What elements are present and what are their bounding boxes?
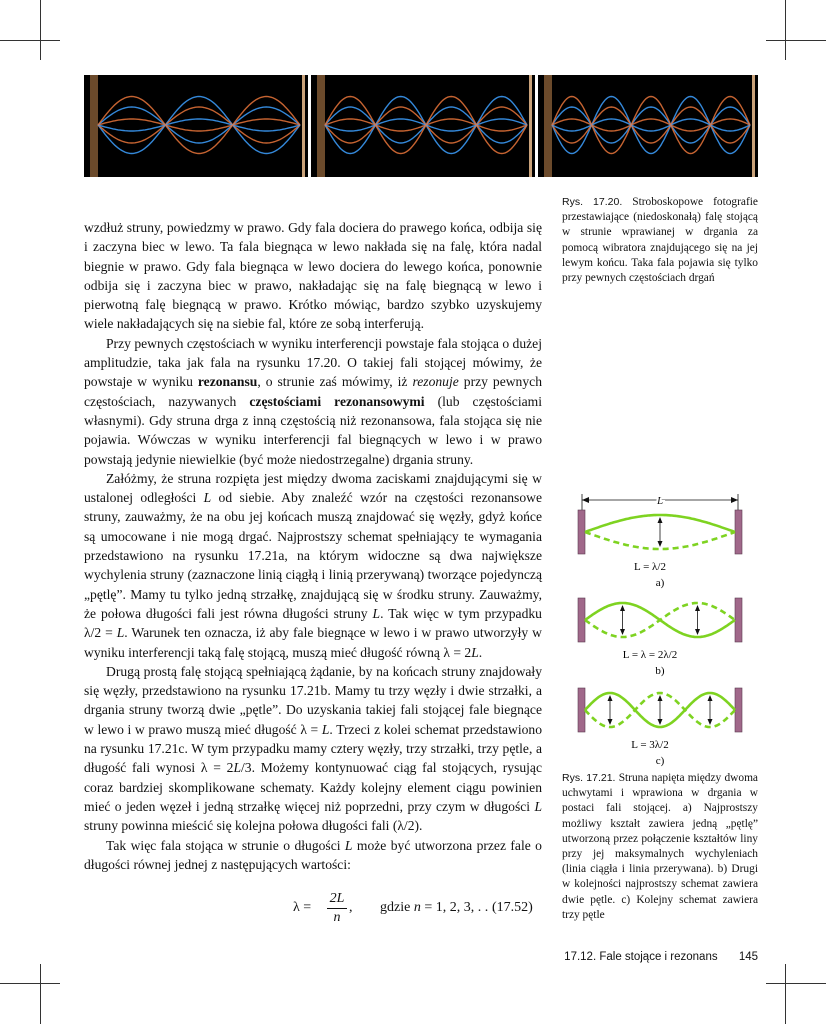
right-support bbox=[302, 75, 305, 177]
stroboscope-photo-3 bbox=[538, 75, 758, 177]
length-label: L bbox=[656, 495, 664, 507]
caption-label: Rys. 17.20. bbox=[562, 196, 623, 208]
figure-17-21 bbox=[570, 490, 750, 767]
paragraph-2: Przy pewnych częstościach w wyniku interferencji powstaje fala stojąca o dużej amplitudzie, taka jak fala na rysunku 17.20. O takiej fali stojącej mówimy, że powstaje w wyniku rezonansu, o strunie zaś mówimy, iż rezonuje przy pewnych częstościach, nazywanych częstościami rezonansowymi (lub częstościami własnymi). Gdy struna drga z inną częstością niż rezonansowa, fala stojąca się nie pojawia. Wówczas w wyniku interferencji fal biegnących w lewo i w prawo powstają jedynie niewielkie (być może niedostrzegalne) drgania struny. bbox=[84, 335, 542, 467]
clamp bbox=[578, 688, 585, 732]
right-support bbox=[529, 75, 532, 177]
wave-trace bbox=[325, 97, 527, 154]
arrowhead bbox=[608, 695, 613, 701]
caption-label: Rys. 17.21. bbox=[562, 772, 616, 784]
wave-trace bbox=[98, 107, 300, 143]
footer-section: 17.12. Fale stojące i rezonans bbox=[564, 951, 718, 963]
paragraph-5: Tak więc fala stojąca w strunie o długości L może być utworzona przez fale o długości równej jednej z następujących wartości: bbox=[84, 837, 542, 872]
formula-label: L = 3λ/2 bbox=[631, 739, 669, 751]
standing-wave-photo bbox=[311, 75, 535, 177]
stroboscope-photo-1 bbox=[84, 75, 308, 177]
crop-mark bbox=[40, 0, 41, 60]
crop-mark bbox=[785, 0, 786, 60]
arrowhead bbox=[582, 497, 589, 503]
string-dashed bbox=[585, 603, 735, 637]
crop-mark bbox=[40, 964, 41, 1024]
panel-label: a) bbox=[655, 577, 665, 589]
clamp bbox=[578, 510, 585, 554]
arrowhead bbox=[695, 629, 700, 635]
wave-trace bbox=[98, 97, 300, 154]
panel-label: c) bbox=[655, 755, 665, 767]
equation-comma: , bbox=[349, 900, 353, 915]
arrowhead bbox=[658, 719, 663, 725]
arrowhead bbox=[658, 517, 663, 523]
equation-condition: gdzie n = 1, 2, 3, . . . bbox=[380, 900, 496, 915]
panel-label: b) bbox=[655, 665, 665, 677]
wave-trace bbox=[98, 107, 300, 143]
arrowhead bbox=[658, 541, 663, 547]
figure-caption-17-21 bbox=[562, 771, 758, 923]
equation-number: (17.52) bbox=[492, 900, 533, 915]
stroboscope-photos bbox=[84, 75, 758, 177]
equation-17-52 bbox=[84, 890, 542, 930]
clamp bbox=[735, 688, 742, 732]
crop-mark bbox=[766, 40, 826, 41]
paragraph-1: wzdłuż struny, powiedzmy w prawo. Gdy fala dociera do prawego końca, odbija się i zaczyna biec w lewo. Ta fala biegnąca w lewo nakłada się na falę, która nadal biegnie w prawo. Gdy fala biegnąca w lewo dociera do lewego końca, ponownie odbija się i zaczyna biec w prawo, nakładając się na falę biegnącą w lewo i pierwotną falę biegnącą w prawo. Krótko mówiąc, bardzo szybko uzyskujemy wiele nakładających się na siebie fal, które ze sobą interferują. bbox=[84, 220, 542, 332]
figure-caption-17-20 bbox=[562, 195, 758, 286]
standing-wave-photo bbox=[538, 75, 758, 177]
clamp bbox=[578, 598, 585, 642]
crop-mark bbox=[0, 40, 60, 41]
arrowhead bbox=[708, 719, 713, 725]
arrowhead bbox=[620, 629, 625, 635]
paragraph-3: Załóżmy, że struna rozpięta jest między dwoma zaciskami znajdującymi się w ustalonej odległości L od siebie. Aby znaleźć wzór na częstości rezonansowe struny, zauważmy, że na obu jej końcach muszą znajdować się węzły, gdyż końce są umocowane i nie mogą drgać. Najprostszy schemat spełniający te wymagania przedstawiono na rysunku 17.21a, na którym widoczne są dwa największe wychylenia struny (zaznaczone linią ciągłą i linią przerywaną) tworzące pojedynczą „pętlę”. Mamy tu tylko jedną strzałkę, znajdującą się w środku struny. Zauważmy, że połowa długości fali jest równa długości struny L. Tak więc w tym przypadku λ/2 = L. Warunek ten oznacza, iż aby fale biegnące w lewo i w prawo utworzyły w wyniku interferencji taką falę stojącą, muszą mieć długość równą λ = 2L. bbox=[84, 470, 542, 660]
stroboscope-photo-2 bbox=[311, 75, 535, 177]
arrowhead bbox=[695, 605, 700, 611]
arrowhead bbox=[731, 497, 738, 503]
formula-label: L = λ = 2λ/2 bbox=[622, 649, 678, 661]
arrowhead bbox=[620, 605, 625, 611]
equation-lhs: λ = bbox=[293, 900, 312, 915]
arrowhead bbox=[658, 695, 663, 701]
standing-wave-photo bbox=[84, 75, 308, 177]
arrowhead bbox=[708, 695, 713, 701]
paragraph-4: Drugą prostą falę stojącą spełniającą żądanie, by na końcach struny znajdowały się węzły, przedstawiono na rysunku 17.21b. Mamy tu trzy węzły i dwie strzałki, a drgania struny tworzą dwie „pętle”. Do uzyskania takiej fali stojącej fale biegnące w lewo i w prawo muszą mieć długość λ = L. Trzeci z kolei schemat przedstawiono na rysunku 17.21c. W tym przypadku mamy cztery węzły, trzy strzałki, trzy pętle, a długość fali wynosi λ = 2L/3. Możemy kontynuować ciąg fal stojących, rysując coraz bardziej skomplikowane schematy. Każdy kolejny element ciągu powinien mieć o jeden węzeł i jedną strzałkę więcej niż poprzedni, przy czym w długości L struny powinna mieścić się kolejna połowa długości fali (λ/2). bbox=[84, 663, 543, 834]
wave-trace bbox=[98, 119, 300, 131]
vibrator-clamp bbox=[544, 75, 552, 177]
formula-label: L = λ/2 bbox=[634, 561, 666, 573]
caption-text: Stroboskopowe fotografie przestawiające (niedoskonałą) falę stojącą w strunie wprawianej w drgania za pomocą wibratora znajdującego się na jej lewym końcu. Taka fala pojawia się tylko przy pewnych częstościach drgań bbox=[562, 196, 758, 285]
right-support bbox=[752, 75, 755, 177]
equation-denominator: n bbox=[333, 910, 341, 925]
caption-text: Struna napięta między dwoma uchwytami i wprawiona w drgania w postaci fali stojącej. a) Najprostszy możliwy kształt zawiera jedną „pętlę” utworzoną przez połączenie kształtów liny przy jej maksymalnych wychyleniach (linia ciągła i linia przerywana). b) Drugi w kolejności najprostszy schemat zawiera dwie pętle. c) Kolejny schemat zawiera trzy pętle bbox=[562, 772, 758, 921]
crop-mark bbox=[766, 983, 826, 984]
body-text bbox=[84, 218, 542, 874]
wave-trace bbox=[98, 97, 300, 154]
crop-mark bbox=[785, 964, 786, 1024]
crop-mark bbox=[0, 983, 60, 984]
clamp bbox=[735, 510, 742, 554]
clamp bbox=[735, 598, 742, 642]
vibrator-clamp bbox=[317, 75, 325, 177]
arrowhead bbox=[608, 719, 613, 725]
equation-fraction bbox=[327, 890, 347, 927]
wave-trace bbox=[98, 119, 300, 131]
page-number: 145 bbox=[738, 951, 758, 963]
vibrator-clamp bbox=[90, 75, 98, 177]
page-footer bbox=[546, 951, 758, 963]
equation-numerator: 2L bbox=[327, 890, 347, 909]
